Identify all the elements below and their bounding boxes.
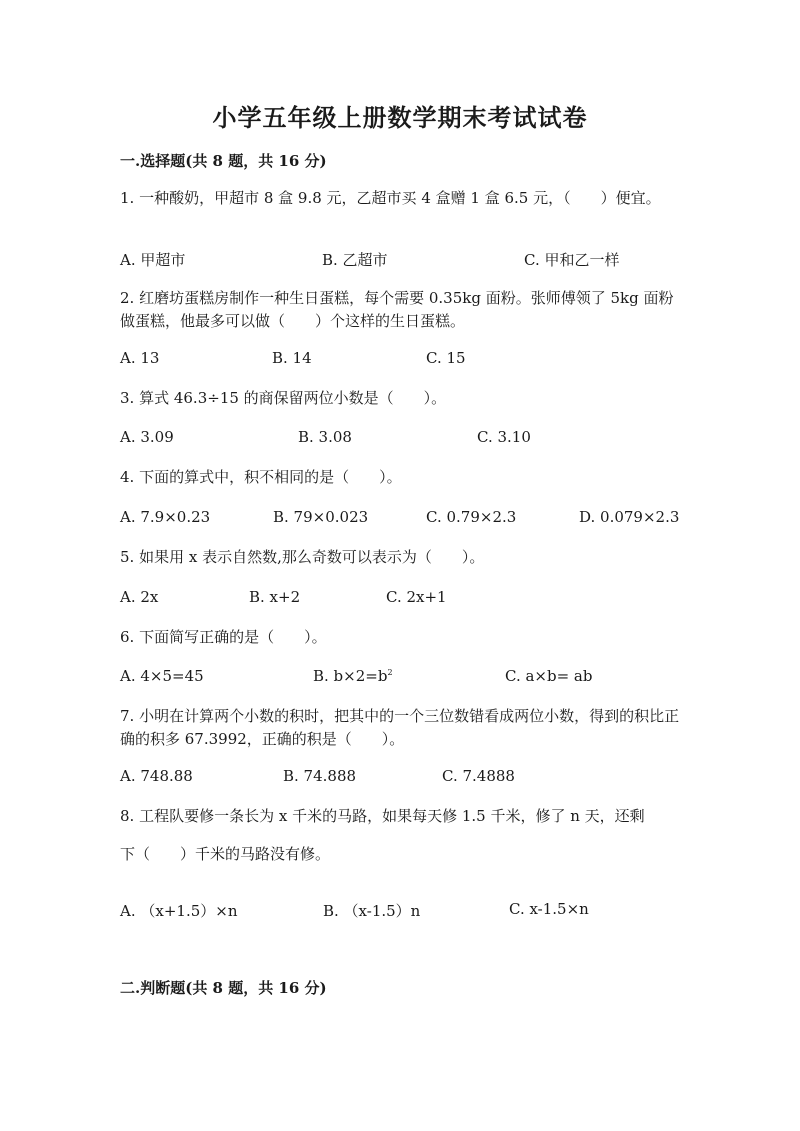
question-8-line-2: 下（ ）千米的马路没有修。 bbox=[120, 845, 331, 863]
question-5: 5. 如果用 x 表示自然数,那么奇数可以表示为（ ）。 bbox=[120, 548, 485, 566]
option-3-a: A. 3.09 bbox=[120, 428, 174, 446]
section-heading-judgment: 二.判断题(共 8 题，共 16 分) bbox=[120, 979, 327, 997]
option-8-c: C. x-1.5×n bbox=[509, 900, 589, 918]
option-1-c: C. 甲和乙一样 bbox=[524, 251, 620, 269]
option-7-a: A. 748.88 bbox=[120, 767, 193, 785]
question-8-line-1: 8. 工程队要修一条长为 x 千米的马路，如果每天修 1.5 千米，修了 n 天，还剩 bbox=[120, 807, 645, 825]
option-7-b: B. 74.888 bbox=[283, 767, 357, 785]
page-title: 小学五年级上册数学期末考试试卷 bbox=[212, 103, 588, 132]
question-1: 1. 一种酸奶，甲超市 8 盒 9.8 元，乙超市买 4 盒赠 1 盒 6.5 元，（ ）便宜。 bbox=[120, 189, 661, 207]
option-5-c: C. 2x+1 bbox=[386, 588, 447, 606]
option-6-b-text: B. b×2=b bbox=[313, 667, 388, 685]
question-7: 7. 小明在计算两个小数的积时，把其中的一个三位数错看成两位小数，得到的积比正确的积多 67.3992，正确的积是（ ）。 bbox=[120, 707, 680, 748]
option-1-b: B. 乙超市 bbox=[322, 251, 388, 269]
question-4: 4. 下面的算式中，积不相同的是（ ）。 bbox=[120, 468, 402, 486]
option-3-c: C. 3.10 bbox=[477, 428, 531, 446]
section-heading-choice: 一.选择题(共 8 题，共 16 分) bbox=[120, 152, 327, 170]
option-8-a: A. （x+1.5）×n bbox=[120, 902, 238, 920]
option-6-a: A. 4×5=45 bbox=[120, 667, 204, 685]
option-5-a: A. 2x bbox=[120, 588, 159, 606]
question-2: 2. 红磨坊蛋糕房制作一种生日蛋糕，每个需要 0.35kg 面粉。张师傅领了 5kg 面粉做蛋糕，他最多可以做（ ）个这样的生日蛋糕。 bbox=[120, 289, 674, 330]
option-2-b: B. 14 bbox=[272, 349, 312, 367]
option-6-b-superscript: 2 bbox=[387, 668, 393, 677]
option-2-a: A. 13 bbox=[120, 349, 160, 367]
option-4-b: B. 79×0.023 bbox=[273, 508, 369, 526]
option-4-a: A. 7.9×0.23 bbox=[120, 508, 211, 526]
question-6: 6. 下面简写正确的是（ ）。 bbox=[120, 628, 327, 646]
option-2-c: C. 15 bbox=[426, 349, 466, 367]
option-4-c: C. 0.79×2.3 bbox=[426, 508, 517, 526]
option-5-b: B. x+2 bbox=[249, 588, 301, 606]
option-3-b: B. 3.08 bbox=[298, 428, 352, 446]
option-7-c: C. 7.4888 bbox=[442, 767, 515, 785]
option-6-b bbox=[313, 667, 393, 685]
option-1-a: A. 甲超市 bbox=[120, 251, 186, 269]
option-4-d: D. 0.079×2.3 bbox=[579, 508, 680, 526]
option-6-c: C. a×b= ab bbox=[505, 667, 593, 685]
option-8-b: B. （x-1.5）n bbox=[323, 902, 421, 920]
question-3: 3. 算式 46.3÷15 的商保留两位小数是（ ）。 bbox=[120, 389, 447, 407]
